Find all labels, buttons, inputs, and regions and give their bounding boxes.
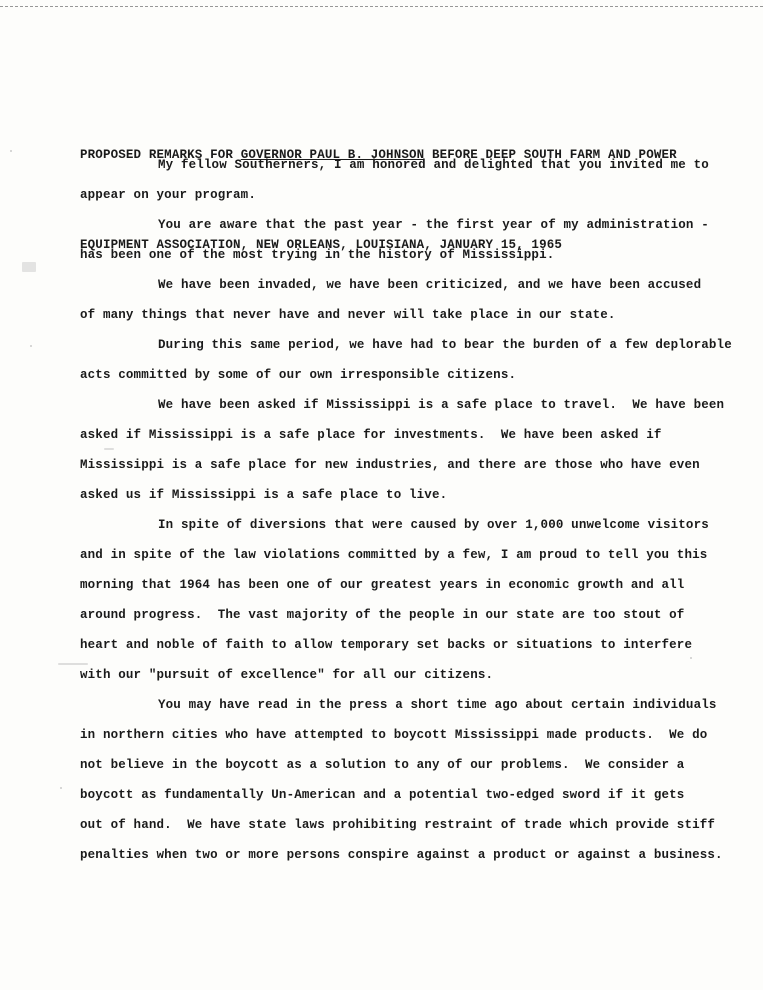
text-line: out of hand. We have state laws prohibiting restraint of trade which provide stiff <box>80 818 716 832</box>
text-line: boycott as fundamentally Un-American and a potential two-edged sword if it gets <box>80 788 685 802</box>
scan-speck <box>10 150 12 152</box>
scan-speck <box>30 345 32 347</box>
text-line: of many things that never have and never will take place in our state. <box>80 308 616 322</box>
speech-body <box>80 150 730 870</box>
text-line: not believe in the boycott as a solution to any of our problems. We consider a <box>80 758 685 772</box>
text-line: around progress. The vast majority of the people in our state are too stout of <box>80 608 685 622</box>
heading-prefix: PROPOSED REMARKS FOR <box>80 148 241 162</box>
text-line: asked us if Mississippi is a safe place to live. <box>80 488 448 502</box>
text-line: and in spite of the law violations committed by a few, I am proud to tell you this <box>80 548 708 562</box>
heading-governor-name: GOVERNOR PAUL B. JOHNSON <box>240 148 425 162</box>
text-line: penalties when two or more persons conspire against a product or against a business. <box>80 848 723 862</box>
text-line: acts committed by some of our own irresponsible citizens. <box>80 368 517 382</box>
text-line: We have been asked if Mississippi is a safe place to travel. We have been <box>158 398 725 412</box>
heading-line-2: EQUIPMENT ASSOCIATION, NEW ORLEANS, LOUISIANA, JANUARY 15, 1965 <box>80 238 563 252</box>
text-line: morning that 1964 has been one of our greatest years in economic growth and all <box>80 578 685 592</box>
text-line: My fellow Southerners, I am honored and delighted that you invited me to <box>158 158 709 172</box>
scan-speck <box>690 657 692 659</box>
scan-speck <box>22 262 36 272</box>
text-line: asked if Mississippi is a safe place for investments. We have been asked if <box>80 428 662 442</box>
text-line: appear on your program. <box>80 188 256 202</box>
text-line: You are aware that the past year - the first year of my administration - <box>158 218 709 232</box>
scan-speck <box>60 787 62 789</box>
scan-speck <box>58 663 88 665</box>
top-edge-border <box>0 0 763 7</box>
text-line: in northern cities who have attempted to boycott Mississippi made products. We do <box>80 728 708 742</box>
text-line: We have been invaded, we have been criticized, and we have been accused <box>158 278 702 292</box>
text-line: has been one of the most trying in the history of Mississippi. <box>80 248 555 262</box>
scan-speck <box>104 448 114 450</box>
heading-suffix: BEFORE DEEP SOUTH FARM AND POWER <box>424 148 677 162</box>
text-line: heart and noble of faith to allow temporary set backs or situations to interfere <box>80 638 693 652</box>
text-line: with our "pursuit of excellence" for all our citizens. <box>80 668 494 682</box>
text-line: During this same period, we have had to bear the burden of a few deplorable <box>158 338 732 352</box>
text-line: You may have read in the press a short time ago about certain individuals <box>158 698 717 712</box>
text-line: In spite of diversions that were caused by over 1,000 unwelcome visitors <box>158 518 709 532</box>
text-line: Mississippi is a safe place for new industries, and there are those who have even <box>80 458 700 472</box>
